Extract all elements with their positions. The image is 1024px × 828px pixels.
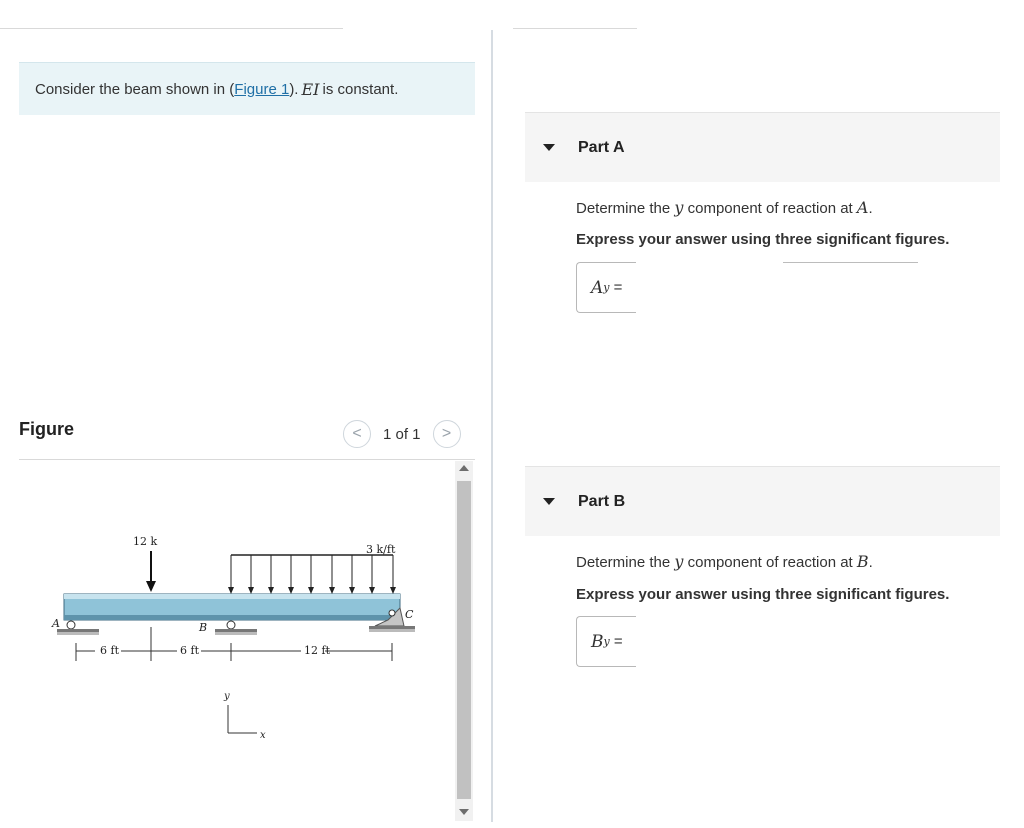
part-a-point: A	[856, 198, 869, 217]
beam	[64, 594, 400, 620]
next-figure-button[interactable]: >	[433, 420, 461, 448]
problem-text-start: Consider the beam shown in (	[35, 80, 235, 98]
label-b: B	[199, 621, 208, 634]
figure-viewport	[19, 461, 455, 821]
dim-label-1: 6 ft	[100, 644, 119, 657]
part-b-instruction: Express your answer using three significant figures.	[576, 586, 950, 603]
pager-label: 1 of 1	[383, 425, 421, 443]
part-a-question	[576, 198, 873, 217]
problem-text-after-link: ).	[289, 80, 299, 98]
beam-diagram	[19, 461, 455, 821]
part-a-answer-sub: y	[603, 281, 610, 294]
axis-y-label: y	[224, 691, 230, 702]
distributed-load-label: 3 k/ft	[366, 543, 396, 556]
part-a-answer-symbol: A	[591, 277, 604, 298]
label-c: C	[405, 608, 414, 621]
figure-scrollbar[interactable]	[455, 461, 473, 821]
part-b-answer-field[interactable]	[576, 616, 636, 667]
part-a-question-text: Determine the	[576, 200, 671, 217]
part-a-title: Part A	[578, 138, 625, 156]
support-a	[57, 621, 99, 635]
distributed-load	[228, 555, 396, 594]
figure-title: Figure	[19, 419, 75, 439]
dim-label-3: 12 ft	[304, 644, 330, 657]
part-b-question-text: Determine the	[576, 554, 671, 571]
part-a-header[interactable]	[525, 112, 1000, 182]
part-b-point: B	[856, 552, 869, 571]
part-b-title: Part B	[578, 492, 626, 510]
part-b-answer-symbol: B	[591, 631, 604, 652]
part-a-question-middle: component of reaction at	[687, 200, 853, 217]
part-b-question-end: .	[868, 554, 873, 571]
problem-text-end: is constant.	[322, 80, 399, 98]
part-a-question-end: .	[868, 200, 873, 217]
part-b-answer-eq: =	[613, 633, 623, 650]
part-b-question-middle: component of reaction at	[687, 554, 853, 571]
top-rule-right	[513, 28, 637, 29]
part-a-toolbar-edge	[783, 262, 918, 263]
collapse-caret-icon[interactable]	[543, 498, 555, 505]
part-a-instruction: Express your answer using three significant figures.	[576, 231, 950, 248]
scroll-down-icon[interactable]	[459, 809, 469, 815]
dim-label-2: 6 ft	[180, 644, 199, 657]
part-b-var: y	[674, 552, 684, 571]
prev-figure-button[interactable]: <	[343, 420, 371, 448]
axis-x-label: x	[260, 730, 266, 741]
support-b	[215, 621, 257, 635]
figure-pager	[343, 419, 461, 449]
part-b-question	[576, 552, 873, 571]
pane-divider[interactable]	[491, 30, 493, 822]
part-b-answer-sub: y	[603, 635, 610, 648]
part-a-answer-eq: =	[613, 279, 623, 296]
point-load-arrow	[146, 551, 156, 592]
scroll-up-icon[interactable]	[459, 465, 469, 471]
part-a-var: y	[674, 198, 684, 217]
collapse-caret-icon[interactable]	[543, 144, 555, 151]
part-a-answer-field[interactable]	[576, 262, 636, 313]
top-rule-left	[0, 28, 343, 29]
ei-symbol: EI	[301, 79, 320, 99]
coordinate-axes	[228, 705, 257, 733]
point-load-label: 12 k	[133, 535, 158, 548]
label-a: A	[52, 617, 60, 630]
part-b-header[interactable]	[525, 466, 1000, 536]
figure-link[interactable]: Figure 1	[234, 80, 290, 98]
scroll-thumb[interactable]	[457, 481, 471, 799]
figure-divider	[19, 459, 475, 460]
problem-statement	[19, 62, 475, 115]
